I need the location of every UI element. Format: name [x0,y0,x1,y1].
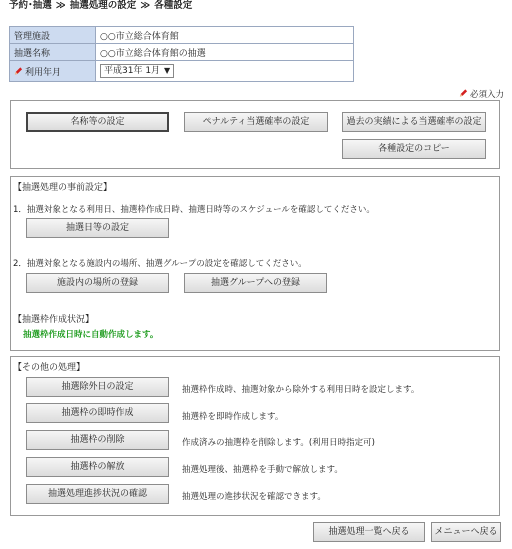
pre-settings-title: 【抽選処理の事前設定】 [13,183,113,193]
exclusion-days-button[interactable]: 抽選除外日の設定 [26,377,169,397]
lottery-name-value: ○○市立総合体育館の抽選 [96,44,354,61]
frame-status-title: 【抽選枠作成状況】 [13,315,95,325]
progress-status-desc: 抽選処理の進捗状況を確認できます。 [182,492,326,502]
month-select-value: 平成31年 1月 [104,66,161,76]
register-group-button[interactable]: 抽選グループへの登録 [184,273,327,293]
lottery-info-table [9,26,354,82]
month-select[interactable] [100,64,174,78]
delete-frame-button[interactable]: 抽選枠の削除 [26,430,169,450]
pen-icon [459,88,468,98]
breadcrumb-item-various-settings: 各種設定 [154,0,193,11]
penalty-probability-button[interactable]: ペナルティ当選確率の設定 [184,112,328,132]
required-note-text: 必須入力 [469,90,504,100]
facility-label: 管理施設 [10,27,96,44]
pre-settings-panel [10,176,500,351]
lottery-dates-button[interactable]: 抽選日等の設定 [26,218,169,238]
create-frame-now-desc: 抽選枠を即時作成します。 [182,412,284,422]
month-label-cell [10,61,96,82]
breadcrumb-item-reservation[interactable]: 予約･抽選 [9,0,52,11]
register-place-button[interactable]: 施設内の場所の登録 [26,273,169,293]
create-frame-now-button[interactable]: 抽選枠の即時作成 [26,403,169,423]
month-label: 利用年月 [25,67,62,78]
required-note [459,88,504,100]
past-results-probability-button[interactable]: 過去の実績による当選確率の設定 [342,112,486,132]
lottery-name-label: 抽選名称 [10,44,96,61]
step2-text: 2．抽選対象となる施設内の場所、抽選グループの設定を確認してください。 [13,259,307,269]
breadcrumb [9,0,192,12]
month-value-cell [96,61,354,82]
facility-value: ○○市立総合体育館 [96,27,354,44]
breadcrumb-separator: ≫ [140,0,151,11]
release-frame-button[interactable]: 抽選枠の解放 [26,457,169,477]
delete-frame-desc: 作成済みの抽選枠を削除します。(利用日時指定可) [182,438,375,448]
settings-panel [10,100,500,169]
frame-status-text: 抽選枠作成日時に自動作成します。 [23,330,159,340]
pen-icon [14,66,23,76]
release-frame-desc: 抽選処理後、抽選枠を手動で解放します。 [182,465,343,475]
other-processing-panel [10,356,500,516]
back-to-menu-button[interactable]: メニューへ戻る [431,522,501,542]
step1-text: 1．抽選対象となる利用日、抽選枠作成日時、抽選日時等のスケジュールを確認してください。 [13,205,375,215]
breadcrumb-item-lottery-settings[interactable]: 抽選処理の設定 [69,0,137,11]
name-settings-button[interactable]: 名称等の設定 [26,112,169,132]
other-processing-title: 【その他の処理】 [13,363,86,373]
copy-settings-button[interactable]: 各種設定のコピー [342,139,486,159]
progress-status-button[interactable]: 抽選処理進捗状況の確認 [26,484,169,504]
exclusion-days-desc: 抽選枠作成時、抽選対象から除外する利用日時を設定します。 [182,385,420,395]
back-to-lottery-list-button[interactable]: 抽選処理一覧へ戻る [313,522,425,542]
breadcrumb-separator: ≫ [55,0,66,11]
chevron-down-icon: ▼ [164,66,171,75]
